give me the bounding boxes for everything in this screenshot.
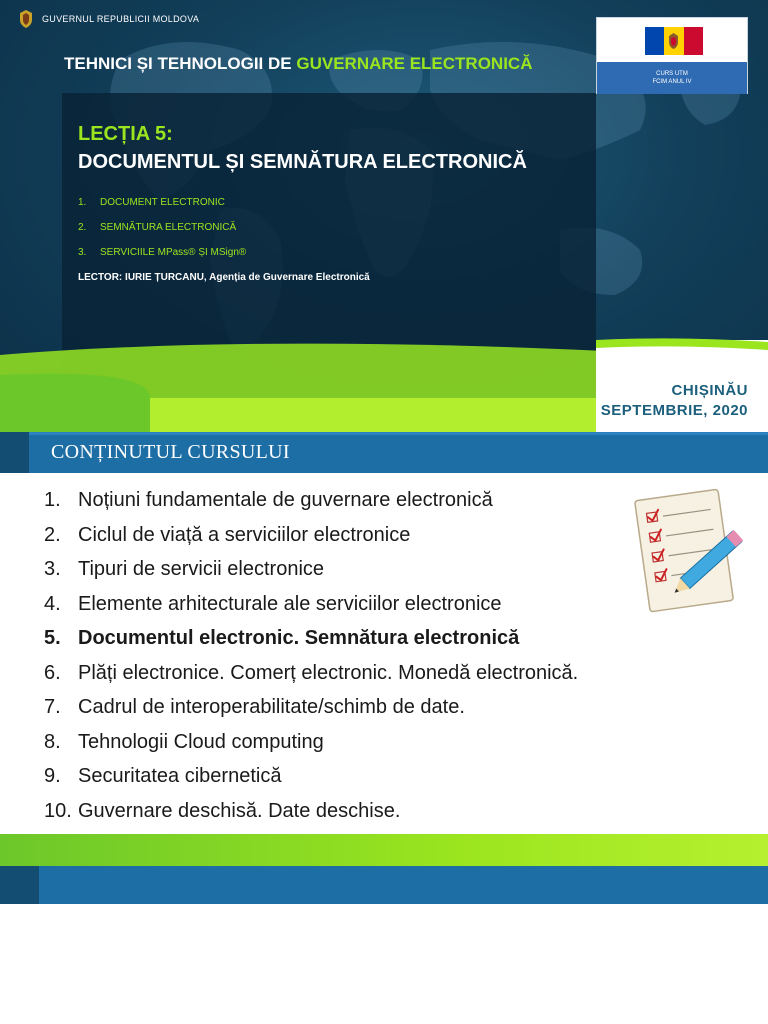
item-text: Plăți electronice. Comerț electronic. Monedă electronică. [78,661,579,684]
lesson-title: DOCUMENTUL ȘI SEMNĂTURA ELECTRONICĂ [78,151,527,173]
contents-item [44,800,578,835]
item-text: Securitatea cibernetică [78,765,282,787]
footer-dark-block [0,866,39,904]
location-date [601,381,748,421]
item-number: 3. [44,558,61,580]
contents-title: CONȚINUTUL CURSULUI [51,441,290,463]
item-number: 4. [44,592,61,615]
item-text: Elemente arhitecturale ale serviciilor electronice [78,592,502,615]
item-text: Guvernare deschisă. Date deschise. [78,799,401,822]
item-text: Documentul electronic. Semnătura electronică [78,627,520,649]
topic-number: 1. [78,197,87,208]
course-contents-list [44,489,578,834]
item-number: 2. [44,523,61,546]
topic-text: SEMNĂTURA ELECTRONICĂ [100,222,237,233]
item-number: 1. [44,489,61,511]
government-name: GUVERNUL REPUBLICII MOLDOVA [42,14,200,24]
item-number: 10. [44,799,72,822]
contents-item [44,524,578,559]
title-slide [0,0,768,432]
topic-text: DOCUMENT ELECTRONIC [100,197,225,208]
header-top-line [29,432,768,435]
contents-item [44,662,578,697]
item-text: Tipuri de servicii electronice [78,558,325,580]
topic-number: 3. [78,247,87,258]
item-number: 8. [44,730,61,753]
course-title-white: TEHNICI ȘI TEHNOLOGII DE [64,54,297,73]
topic-text: SERVICIILE MPass® ȘI MSign® [100,247,247,258]
contents-item-current [44,627,578,662]
contents-item [44,593,578,628]
topic-number: 2. [78,222,87,233]
contents-item [44,696,578,731]
badge-line-2: FCIM ANUL IV [652,79,692,85]
contents-item [44,558,578,593]
item-number: 7. [44,696,61,718]
lector-line: LECTOR: IURIE ȚURCANU, Agenția de Guvernare Electronică [78,272,370,283]
presentation-date: SEPTEMBRIE, 2020 [600,402,748,419]
contents-item [44,731,578,766]
header-accent-block [0,432,29,473]
checklist-pencil-icon [628,484,758,616]
contents-item [44,489,578,524]
item-number: 5. [44,627,61,649]
contents-header [0,432,768,473]
contents-footer [0,834,768,904]
item-text: Noțiuni fundamentale de guvernare electronică [78,489,493,511]
green-wave-decoration [0,0,768,432]
course-title-green: GUVERNARE ELECTRONICĂ [296,54,533,73]
item-text: Tehnologii Cloud computing [78,730,324,753]
lesson-label: LECȚIA 5: [78,123,173,145]
contents-item [44,765,578,800]
item-number: 6. [44,661,61,684]
city-name: CHIȘINĂU [671,382,748,399]
footer-green-band [0,834,768,868]
item-number: 9. [44,765,61,787]
item-text: Cadrul de interoperabilitate/schimb de date. [78,696,465,718]
item-text: Ciclul de viață a serviciilor electronice [78,523,411,546]
badge-line-1: CURS UTM [656,71,688,77]
footer-blue-band [0,866,768,904]
